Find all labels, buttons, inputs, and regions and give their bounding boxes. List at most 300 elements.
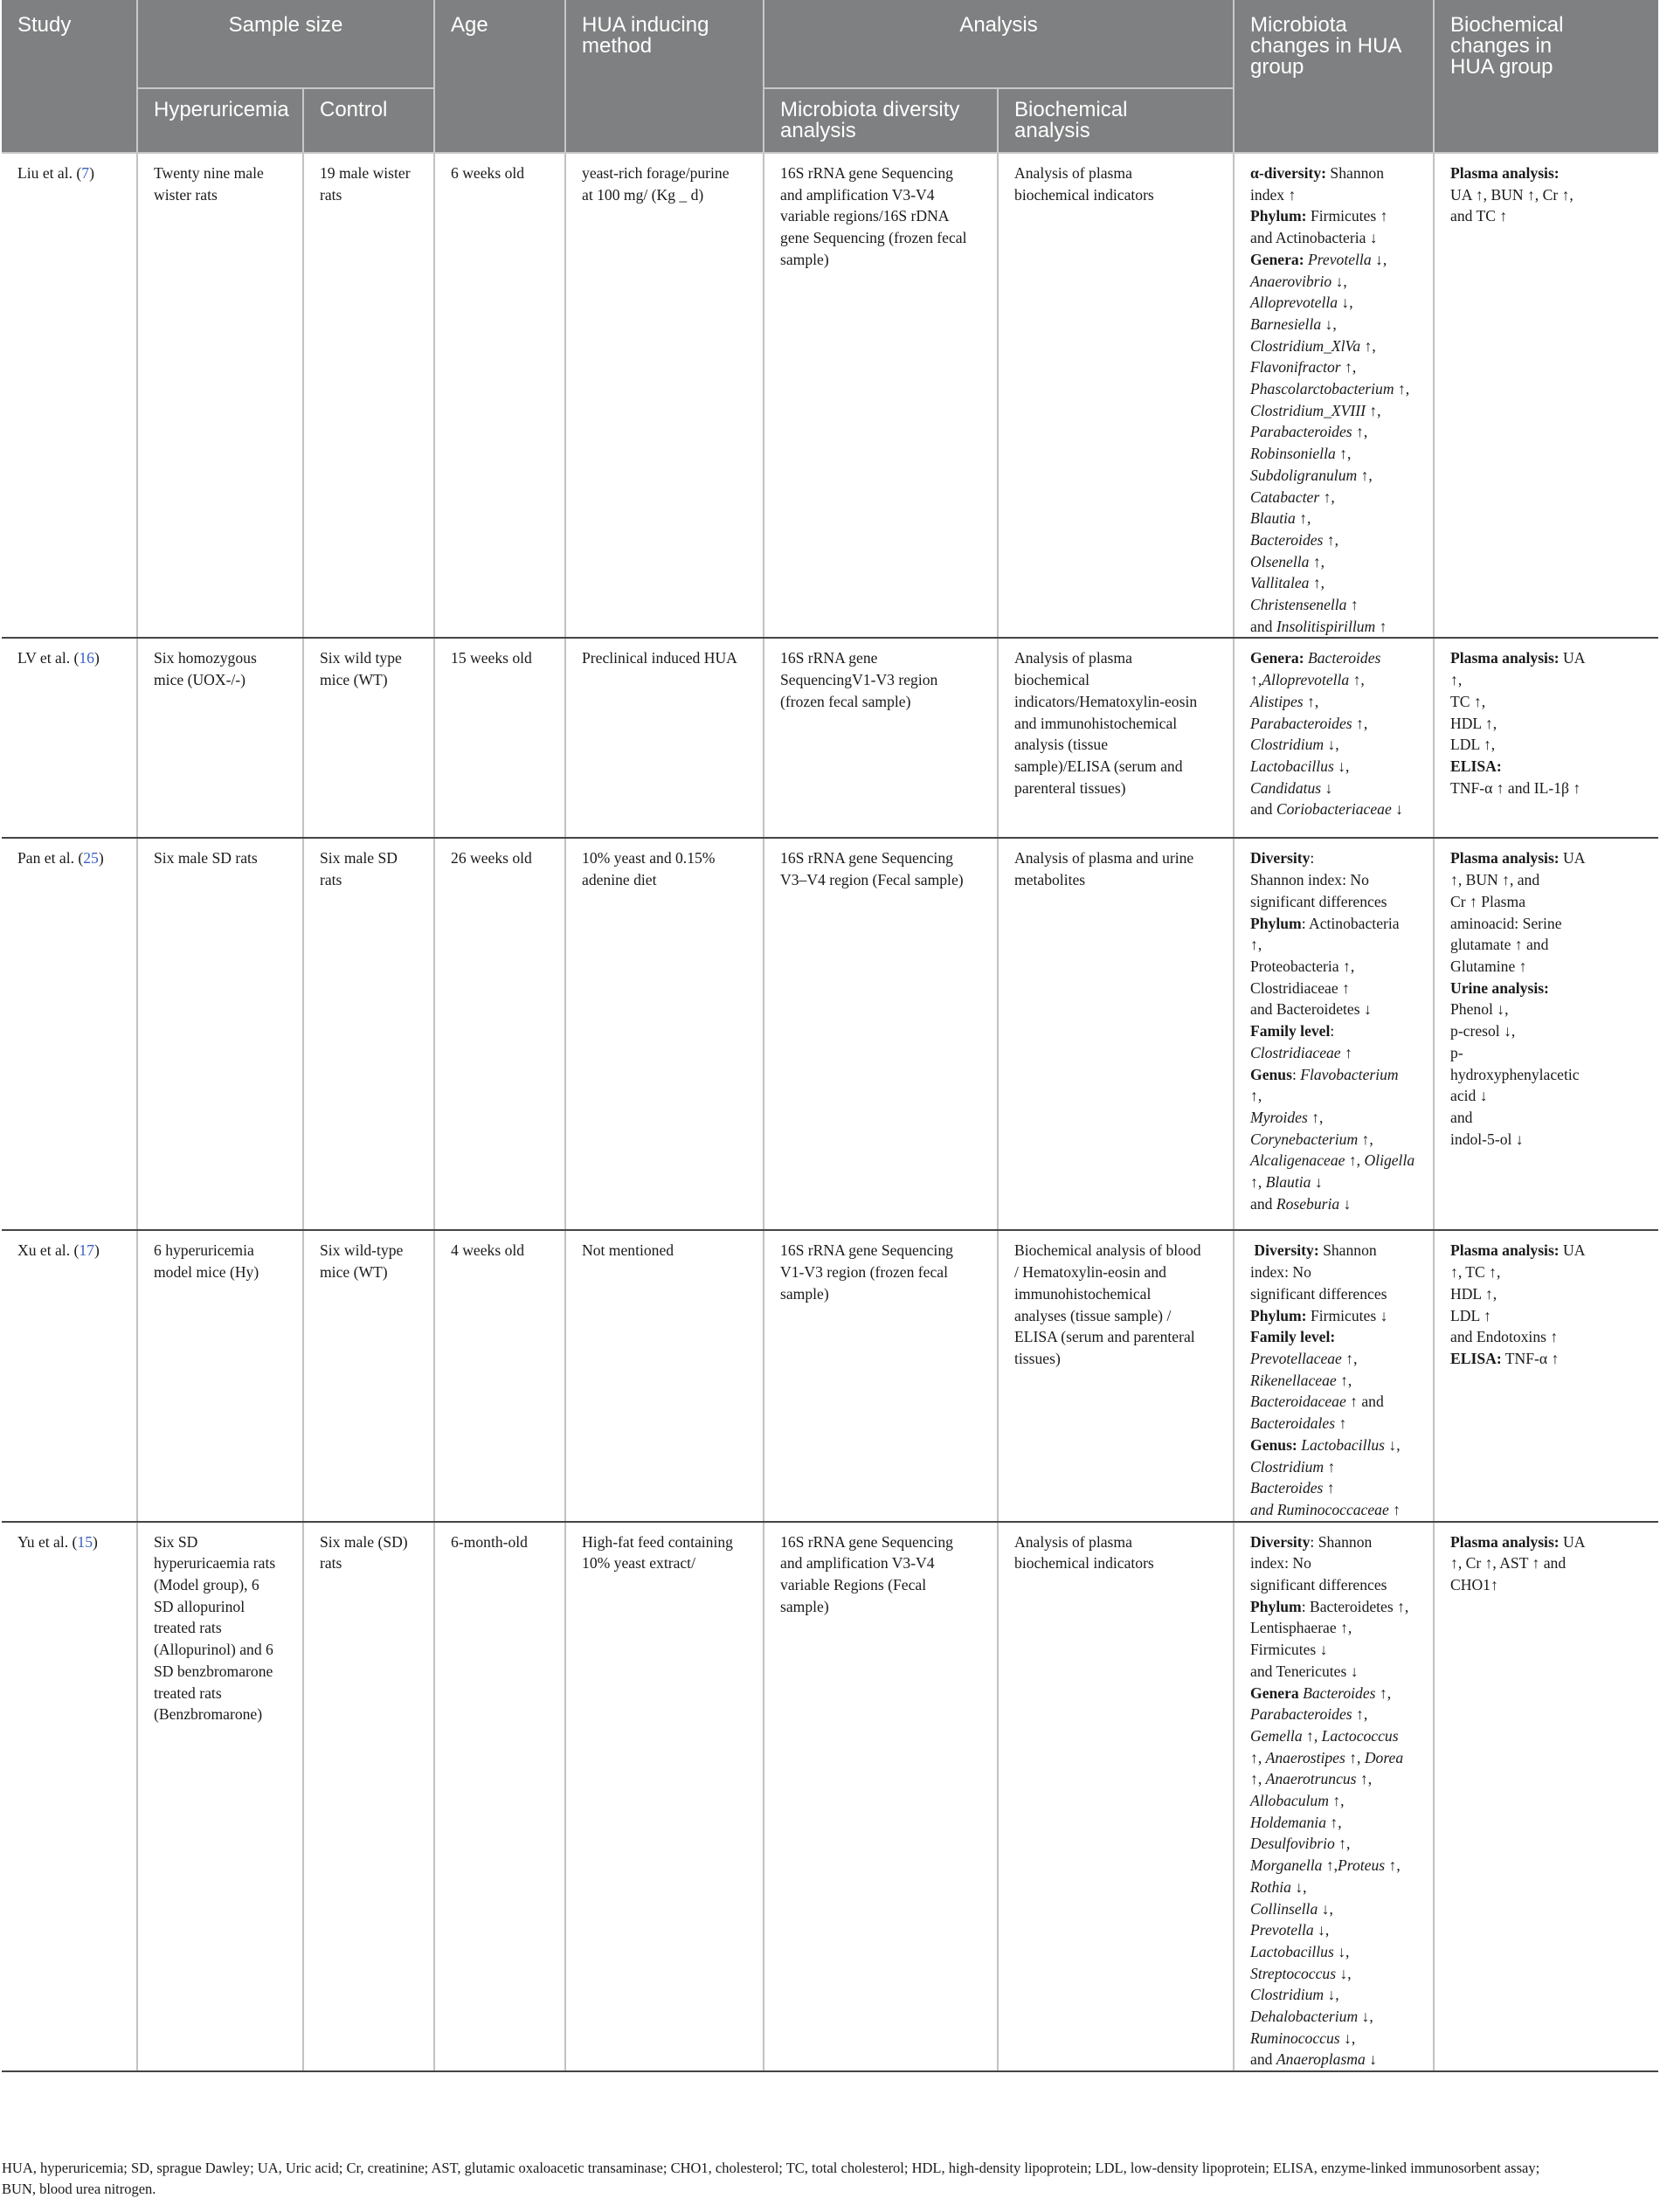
text-segment: Genus <box>1250 1065 1292 1083</box>
cell-changes <box>1434 153 1658 638</box>
text-segment: hydroxyphenylacetic <box>1450 1065 1580 1083</box>
text-segment: Shannon index: No <box>1250 871 1369 889</box>
cell-line: sample) <box>780 250 829 268</box>
text-segment: ↓, <box>1385 1435 1401 1454</box>
cell-line <box>1250 335 1417 357</box>
text-segment: Genera: <box>1250 250 1304 268</box>
text-segment: p-cresol ↓, <box>1450 1022 1516 1040</box>
cell-line: 19 male wister <box>320 164 411 182</box>
cell-diversity <box>764 838 998 1230</box>
cell-line <box>1450 1240 1643 1262</box>
cell-line: immunohistochemical <box>1014 1284 1152 1303</box>
text-segment: Family level: <box>1250 1328 1336 1346</box>
cell-line: 6 hyperuricemia <box>154 1241 254 1260</box>
cell-line: 4 weeks old <box>451 1241 525 1260</box>
text-segment: and TC ↑ <box>1450 207 1508 225</box>
cell-line <box>1250 669 1417 691</box>
cell-line: yeast-rich forage/purine <box>582 164 730 182</box>
cell-line: 26 weeks old <box>451 849 532 868</box>
text-segment: ↑, <box>1375 1683 1392 1702</box>
text-segment: ↑, <box>1365 401 1381 419</box>
text-segment: Blautia <box>1265 1173 1311 1192</box>
cell-line <box>1250 1877 1417 1898</box>
cell-line <box>1250 271 1417 293</box>
text-segment: UA <box>1559 1532 1586 1551</box>
cell-line: analysis (tissue <box>1014 736 1109 754</box>
header-age: Age <box>434 0 565 153</box>
cell-biochem <box>998 838 1234 1230</box>
text-segment: Lactobacillus <box>1301 1435 1385 1454</box>
cell-line <box>1250 2028 1417 2050</box>
cell-line: 16S rRNA gene Sequencing <box>780 1241 953 1260</box>
cell-line <box>1250 1725 1417 1747</box>
text-segment: and Ruminococcaceae <box>1250 1500 1389 1518</box>
text-segment: ↑, <box>1250 1087 1262 1105</box>
cell-line <box>1250 1531 1417 1553</box>
text-segment: TNF-α ↑ <box>1501 1349 1560 1367</box>
cell-line: and immunohistochemical <box>1014 714 1178 732</box>
cell-control <box>303 1522 434 2072</box>
text-segment: ↑, <box>1345 1151 1365 1170</box>
text-segment: ↑, <box>1328 1792 1345 1810</box>
header-biochemical-changes: Biochemical changes in HUA group <box>1434 0 1658 153</box>
cell-line: 10% yeast and 0.15% <box>582 849 716 868</box>
text-segment: significant differences <box>1250 1284 1387 1303</box>
text-segment: ↑, <box>1250 1770 1266 1788</box>
text-segment: Alistipes <box>1250 692 1304 710</box>
cell-line <box>1250 691 1417 713</box>
cell-line <box>1450 847 1643 869</box>
cell-changes <box>1434 1230 1658 1521</box>
cell-line: biochemical indicators <box>1014 185 1154 204</box>
cell-control <box>303 153 434 638</box>
text-segment: and Actinobacteria ↓ <box>1250 229 1378 247</box>
cell-line <box>1450 669 1643 691</box>
cell-line <box>1250 594 1417 616</box>
cell-study <box>2 153 137 638</box>
text-segment: ↓, <box>1358 2008 1373 2026</box>
cell-microbiota <box>1234 638 1434 838</box>
text-segment: Vallitalea <box>1250 574 1310 592</box>
table-row <box>2 1522 1658 2072</box>
header-study: Study <box>2 0 137 153</box>
cell-line: sample)/ELISA (serum and <box>1014 757 1183 775</box>
cell-age <box>434 838 565 1230</box>
cell-line: SequencingV1-V3 region <box>780 671 938 689</box>
text-segment: ↑, <box>1309 574 1325 592</box>
text-segment: ↑, <box>1349 671 1365 689</box>
cell-line: 10% yeast extract/ <box>582 1554 695 1573</box>
text-segment: Coriobacteriaceae <box>1276 800 1392 819</box>
text-segment: and Endotoxins ↑ <box>1450 1328 1559 1346</box>
cell-line: variable Regions (Fecal <box>780 1576 927 1594</box>
cell-study <box>2 1230 137 1521</box>
cell-line <box>1250 1262 1417 1283</box>
cell-line: at 100 mg/ (Kg _ d) <box>582 185 704 204</box>
text-segment: Anaerovibrio <box>1250 272 1332 290</box>
cell-line: indicators/Hematoxylin-eosin <box>1014 692 1198 710</box>
cell-line <box>1450 1042 1643 1064</box>
cell-line <box>1250 1413 1417 1434</box>
text-segment: Clostridium <box>1250 1457 1325 1476</box>
cell-line <box>1450 734 1643 756</box>
paren-close: ) <box>89 164 94 182</box>
cell-line: 6-month-old <box>451 1532 528 1551</box>
text-segment: ↑, <box>1385 1856 1401 1875</box>
cell-line: mice (WT) <box>320 671 388 689</box>
cell-line: rats <box>320 185 342 204</box>
text-segment: Anaerotruncus <box>1265 1770 1357 1788</box>
cell-line: analyses (tissue sample) / <box>1014 1306 1172 1324</box>
cell-line <box>1450 956 1643 978</box>
text-segment: Barnesiella <box>1250 315 1322 333</box>
text-segment: and <box>1250 1194 1276 1213</box>
text-segment: Anaerostipes <box>1265 1748 1345 1766</box>
cell-microbiota <box>1234 1522 1434 2072</box>
footnote-line: BUN, blood urea nitrogen. <box>2 2181 156 2197</box>
cell-biochem <box>998 1522 1234 2072</box>
text-segment: and Bacteroidetes ↓ <box>1250 1000 1372 1019</box>
text-segment: Dorea <box>1364 1748 1404 1766</box>
cell-line <box>1250 1984 1417 2006</box>
cell-line: SD benzbromarone <box>154 1662 273 1680</box>
cell-microbiota <box>1234 153 1434 638</box>
text-segment: ↑, BUN ↑, and <box>1450 871 1540 889</box>
text-segment: UA <box>1559 1241 1586 1260</box>
cell-line <box>1450 1107 1643 1129</box>
text-segment: Clostridiaceae ↑ <box>1250 978 1350 997</box>
cell-line: Six male (SD) <box>320 1532 408 1551</box>
cell-line <box>1250 1193 1417 1215</box>
cell-line <box>1250 1456 1417 1478</box>
text-segment: Plasma analysis: <box>1450 1241 1560 1260</box>
text-segment: Genus: <box>1250 1435 1297 1454</box>
cell-line <box>1250 1898 1417 1920</box>
cell-line <box>1450 691 1643 713</box>
text-segment: Flavobacterium <box>1300 1065 1399 1083</box>
cell-line <box>1250 978 1417 999</box>
text-segment: ↑, <box>1335 445 1352 463</box>
reference-link[interactable]: 25 <box>83 849 99 868</box>
cell-line <box>1450 913 1643 935</box>
header-hua-method: HUA inducing method <box>565 0 764 153</box>
text-segment: Alloprevotella <box>1250 294 1338 312</box>
text-segment: ↓ <box>1311 1173 1323 1192</box>
text-segment: Genera: <box>1250 649 1304 667</box>
text-segment: Firmicutes ↓ <box>1250 1641 1328 1659</box>
reference-link[interactable]: 15 <box>77 1532 93 1551</box>
header-hyperuricemia: Hyperuricemia <box>137 88 303 153</box>
cell-line <box>1250 847 1417 869</box>
reference-link[interactable]: 7 <box>81 164 90 182</box>
text-segment: Lactococcus <box>1321 1726 1399 1745</box>
text-segment: ↑, <box>1394 380 1410 398</box>
header-control: Control <box>303 88 434 153</box>
text-segment: and <box>1250 800 1276 819</box>
cell-line <box>1250 647 1417 669</box>
cell-diversity <box>764 638 998 838</box>
cell-line <box>1450 1305 1643 1327</box>
cell-line <box>1250 1477 1417 1499</box>
footnote-line: HUA, hyperuricemia; SD, sprague Dawley; UA, Uric acid; Cr, creatinine; AST, glutamic oxaloacetic transaminase; CHO1, cholesterol; TC, total cholesterol; HDL, high-density lipoprotein; LDL, low-density lipoprotein; ELISA, enzyme-linked immunosorbent assay; <box>2 2160 1540 2176</box>
cell-line <box>1250 249 1417 271</box>
cell-line <box>1450 778 1643 799</box>
text-segment: Allobaculum <box>1250 1792 1329 1810</box>
paren-close: ) <box>93 1532 98 1551</box>
cell-biochem <box>998 638 1234 838</box>
text-segment: Glutamine ↑ <box>1450 957 1527 975</box>
cell-line <box>1450 1085 1643 1107</box>
cell-age <box>434 153 565 638</box>
cell-line <box>1250 551 1417 573</box>
cell-line: Analysis of plasma <box>1014 1532 1132 1551</box>
text-segment: UA ↑, BUN ↑, Cr ↑, <box>1450 185 1574 204</box>
cell-biochem <box>998 153 1234 638</box>
cell-diversity <box>764 1230 998 1521</box>
cell-line: (Benzbromarone) <box>154 1705 263 1724</box>
cell-line <box>1450 713 1643 735</box>
text-segment: Phenol ↓, <box>1450 1000 1509 1019</box>
cell-line <box>1450 1129 1643 1151</box>
cell-line <box>1250 465 1417 487</box>
text-segment: p- <box>1450 1043 1463 1061</box>
text-segment: Shannon <box>1326 164 1385 182</box>
text-segment: Morganella <box>1250 1856 1323 1875</box>
text-segment: Phylum: <box>1250 1306 1307 1324</box>
text-segment: Clostridium <box>1250 736 1325 754</box>
cell-line <box>1250 616 1417 638</box>
cell-line <box>1450 1064 1643 1086</box>
text-segment: and <box>1250 617 1276 635</box>
cell-line <box>1250 1790 1417 1812</box>
text-segment: ↓, <box>1333 757 1350 775</box>
cell-line: metabolites <box>1014 871 1086 889</box>
text-segment: index ↑ <box>1250 185 1297 204</box>
cell-line <box>1250 1963 1417 1985</box>
text-segment: ↓, <box>1331 272 1347 290</box>
text-segment: ↓, <box>1318 1899 1333 1918</box>
cell-line <box>1250 2006 1417 2028</box>
text-segment: Robinsoniella <box>1250 445 1336 463</box>
text-segment: UA <box>1559 849 1586 868</box>
text-segment: Corynebacterium <box>1250 1130 1359 1148</box>
cell-line <box>1250 356 1417 378</box>
cell-line: and amplification V3-V4 <box>780 1554 935 1573</box>
text-segment: indol-5-ol ↓ <box>1450 1130 1524 1148</box>
text-segment: ↑, <box>1450 671 1463 689</box>
cell-line <box>1250 1129 1417 1151</box>
text-segment: ↑ and <box>1345 1393 1384 1411</box>
cell-line <box>1450 1020 1643 1042</box>
text-segment: ↑ <box>1388 1500 1401 1518</box>
text-segment: HDL ↑, <box>1450 714 1497 732</box>
text-segment: aminoacid: Serine <box>1450 914 1562 932</box>
text-segment: ↑ <box>1346 596 1359 614</box>
table-row <box>2 153 1658 638</box>
cell-line: 16S rRNA gene Sequencing <box>780 1532 953 1551</box>
text-segment: Proteobacteria ↑, <box>1250 957 1355 975</box>
cell-line <box>1250 778 1417 799</box>
cell-line: Six wild type <box>320 649 402 667</box>
text-segment: ↑, <box>1309 552 1325 570</box>
text-segment: Ruminococcus <box>1250 2029 1340 2047</box>
cell-line: rats <box>320 871 342 889</box>
cell-line <box>1250 1855 1417 1877</box>
text-segment: ↑, <box>1334 1835 1351 1853</box>
cell-line <box>1250 1326 1417 1348</box>
cell-microbiota <box>1234 838 1434 1230</box>
cell-method <box>565 1230 764 1521</box>
cell-hyperuricemia <box>137 638 303 838</box>
text-segment: ↑, TC ↑, <box>1450 1263 1501 1282</box>
cell-line <box>1250 1704 1417 1725</box>
text-segment: ↑, <box>1352 714 1368 732</box>
text-segment: ↓, <box>1333 1942 1350 1960</box>
text-segment: Prevotella <box>1250 1921 1314 1939</box>
text-segment: ↑, <box>1326 1813 1342 1831</box>
cell-line <box>1450 1326 1643 1348</box>
text-segment: and <box>1250 2050 1276 2069</box>
text-segment: ↑, <box>1322 1856 1338 1875</box>
cell-age <box>434 638 565 838</box>
text-segment: ↓, <box>1339 2029 1356 2047</box>
cell-line <box>1450 184 1643 206</box>
study-table <box>2 0 1658 2072</box>
cell-line <box>1450 1552 1643 1574</box>
text-segment: Rothia <box>1250 1877 1291 1896</box>
cell-line: Six male SD <box>320 849 398 868</box>
reference-link[interactable]: 16 <box>79 649 94 667</box>
text-segment: Parabacteroides <box>1250 1705 1352 1724</box>
cell-changes <box>1434 838 1658 1230</box>
text-segment: Clostridium_XVIII <box>1250 401 1366 419</box>
cell-hyperuricemia <box>137 1230 303 1521</box>
text-segment: ↑, <box>1250 936 1262 954</box>
paren-close: ) <box>93 1241 100 1260</box>
text-segment: Clostridium <box>1250 1986 1325 2004</box>
cell-line <box>1250 1617 1417 1639</box>
cell-line <box>1250 956 1417 978</box>
cell-line <box>1250 1064 1417 1086</box>
cell-line <box>1250 798 1417 820</box>
cell-line <box>1250 1172 1417 1193</box>
cell-line <box>1250 529 1417 551</box>
text-segment: ↓, <box>1290 1877 1307 1896</box>
cell-method <box>565 638 764 838</box>
cell-line: biochemical <box>1014 671 1089 689</box>
text-segment: Prevotella <box>1307 250 1372 268</box>
text-segment: Bacteroides <box>1250 530 1324 549</box>
text-segment: ↑, <box>1341 1349 1358 1367</box>
cell-line <box>1250 1596 1417 1618</box>
text-segment: : Actinobacteria <box>1301 914 1400 932</box>
cell-line <box>1250 1812 1417 1834</box>
text-segment: ELISA: <box>1450 1349 1502 1367</box>
cell-line <box>1250 508 1417 529</box>
text-segment: ↑ <box>1324 1457 1336 1476</box>
text-segment: ↓, <box>1324 736 1339 754</box>
text-segment: UA <box>1559 649 1586 667</box>
cell-line: biochemical indicators <box>1014 1554 1154 1573</box>
text-segment: Oligella <box>1364 1151 1415 1170</box>
cell-line <box>1450 1531 1643 1553</box>
text-segment: ↑, <box>1352 1705 1368 1724</box>
cell-line <box>1250 713 1417 735</box>
text-segment: Bacteroides <box>1307 649 1381 667</box>
cell-line <box>1450 162 1643 184</box>
cell-line: Analysis of plasma <box>1014 649 1132 667</box>
cell-method <box>565 1522 764 2072</box>
cell-line: Six male SD rats <box>154 849 258 868</box>
cell-line <box>1450 1348 1643 1370</box>
header-microbiota-changes: Microbiota changes in HUA group <box>1234 0 1434 153</box>
table-row <box>2 638 1658 838</box>
text-segment: significant differences <box>1250 892 1387 910</box>
text-segment: and Tenericutes ↓ <box>1250 1662 1359 1680</box>
text-segment: acid ↓ <box>1450 1087 1488 1105</box>
paren-close: ) <box>93 649 100 667</box>
cell-line <box>1450 869 1643 891</box>
text-segment: : Shannon <box>1310 1532 1373 1551</box>
text-segment: Streptococcus <box>1250 1964 1337 1982</box>
cell-line: hyperuricaemia rats <box>154 1554 276 1573</box>
text-segment: Diversity <box>1250 849 1311 868</box>
header-biochemical-analysis: Biochemical analysis <box>998 88 1234 153</box>
text-segment: Clostridium_XlVa <box>1250 336 1361 355</box>
text-segment: ↓, <box>1336 1964 1352 1982</box>
study-name: Liu et al. ( <box>17 164 82 182</box>
text-segment: Parabacteroides <box>1250 423 1352 441</box>
text-segment: Genera <box>1250 1683 1299 1702</box>
cell-line <box>1450 647 1643 669</box>
text-segment: Plasma analysis: <box>1450 849 1560 868</box>
header-microbiota-diversity: Microbiota diversity analysis <box>764 88 998 153</box>
text-segment: ↑ <box>1335 1414 1347 1433</box>
cell-line <box>1250 999 1417 1020</box>
cell-line: sample) <box>780 1597 829 1615</box>
cell-line <box>1250 162 1417 184</box>
cell-line <box>1250 1107 1417 1129</box>
reference-link[interactable]: 17 <box>79 1241 94 1260</box>
cell-line <box>1250 1150 1417 1172</box>
text-segment: ↓ <box>1391 800 1403 819</box>
cell-line <box>1250 227 1417 249</box>
text-segment: α-diversity: <box>1250 164 1327 182</box>
text-segment: Subdoligranulum <box>1250 466 1358 484</box>
text-segment: Myroides <box>1250 1108 1308 1126</box>
text-segment: Catabacter <box>1250 487 1320 506</box>
text-segment: ↑, <box>1250 1173 1266 1192</box>
text-segment: ↑, <box>1323 530 1338 549</box>
text-segment: ↑ <box>1323 1479 1335 1497</box>
cell-line <box>1250 572 1417 594</box>
cell-line: mice (WT) <box>320 1263 388 1282</box>
text-segment: ↑, <box>1352 423 1368 441</box>
cell-line <box>1250 1768 1417 1790</box>
cell-line: sample) <box>780 1284 829 1303</box>
cell-line <box>1450 1283 1643 1305</box>
cell-line: Six SD <box>154 1532 198 1551</box>
cell-line <box>1450 934 1643 956</box>
text-segment: Desulfovibrio <box>1250 1835 1335 1853</box>
table-row <box>2 838 1658 1230</box>
text-segment: Plasma analysis: <box>1450 649 1560 667</box>
cell-line: (frozen fecal sample) <box>780 692 911 710</box>
text-segment: : <box>1291 1065 1301 1083</box>
text-segment: ↑, <box>1357 466 1373 484</box>
cell-line <box>1250 1042 1417 1064</box>
text-segment: ↓, <box>1371 250 1387 268</box>
